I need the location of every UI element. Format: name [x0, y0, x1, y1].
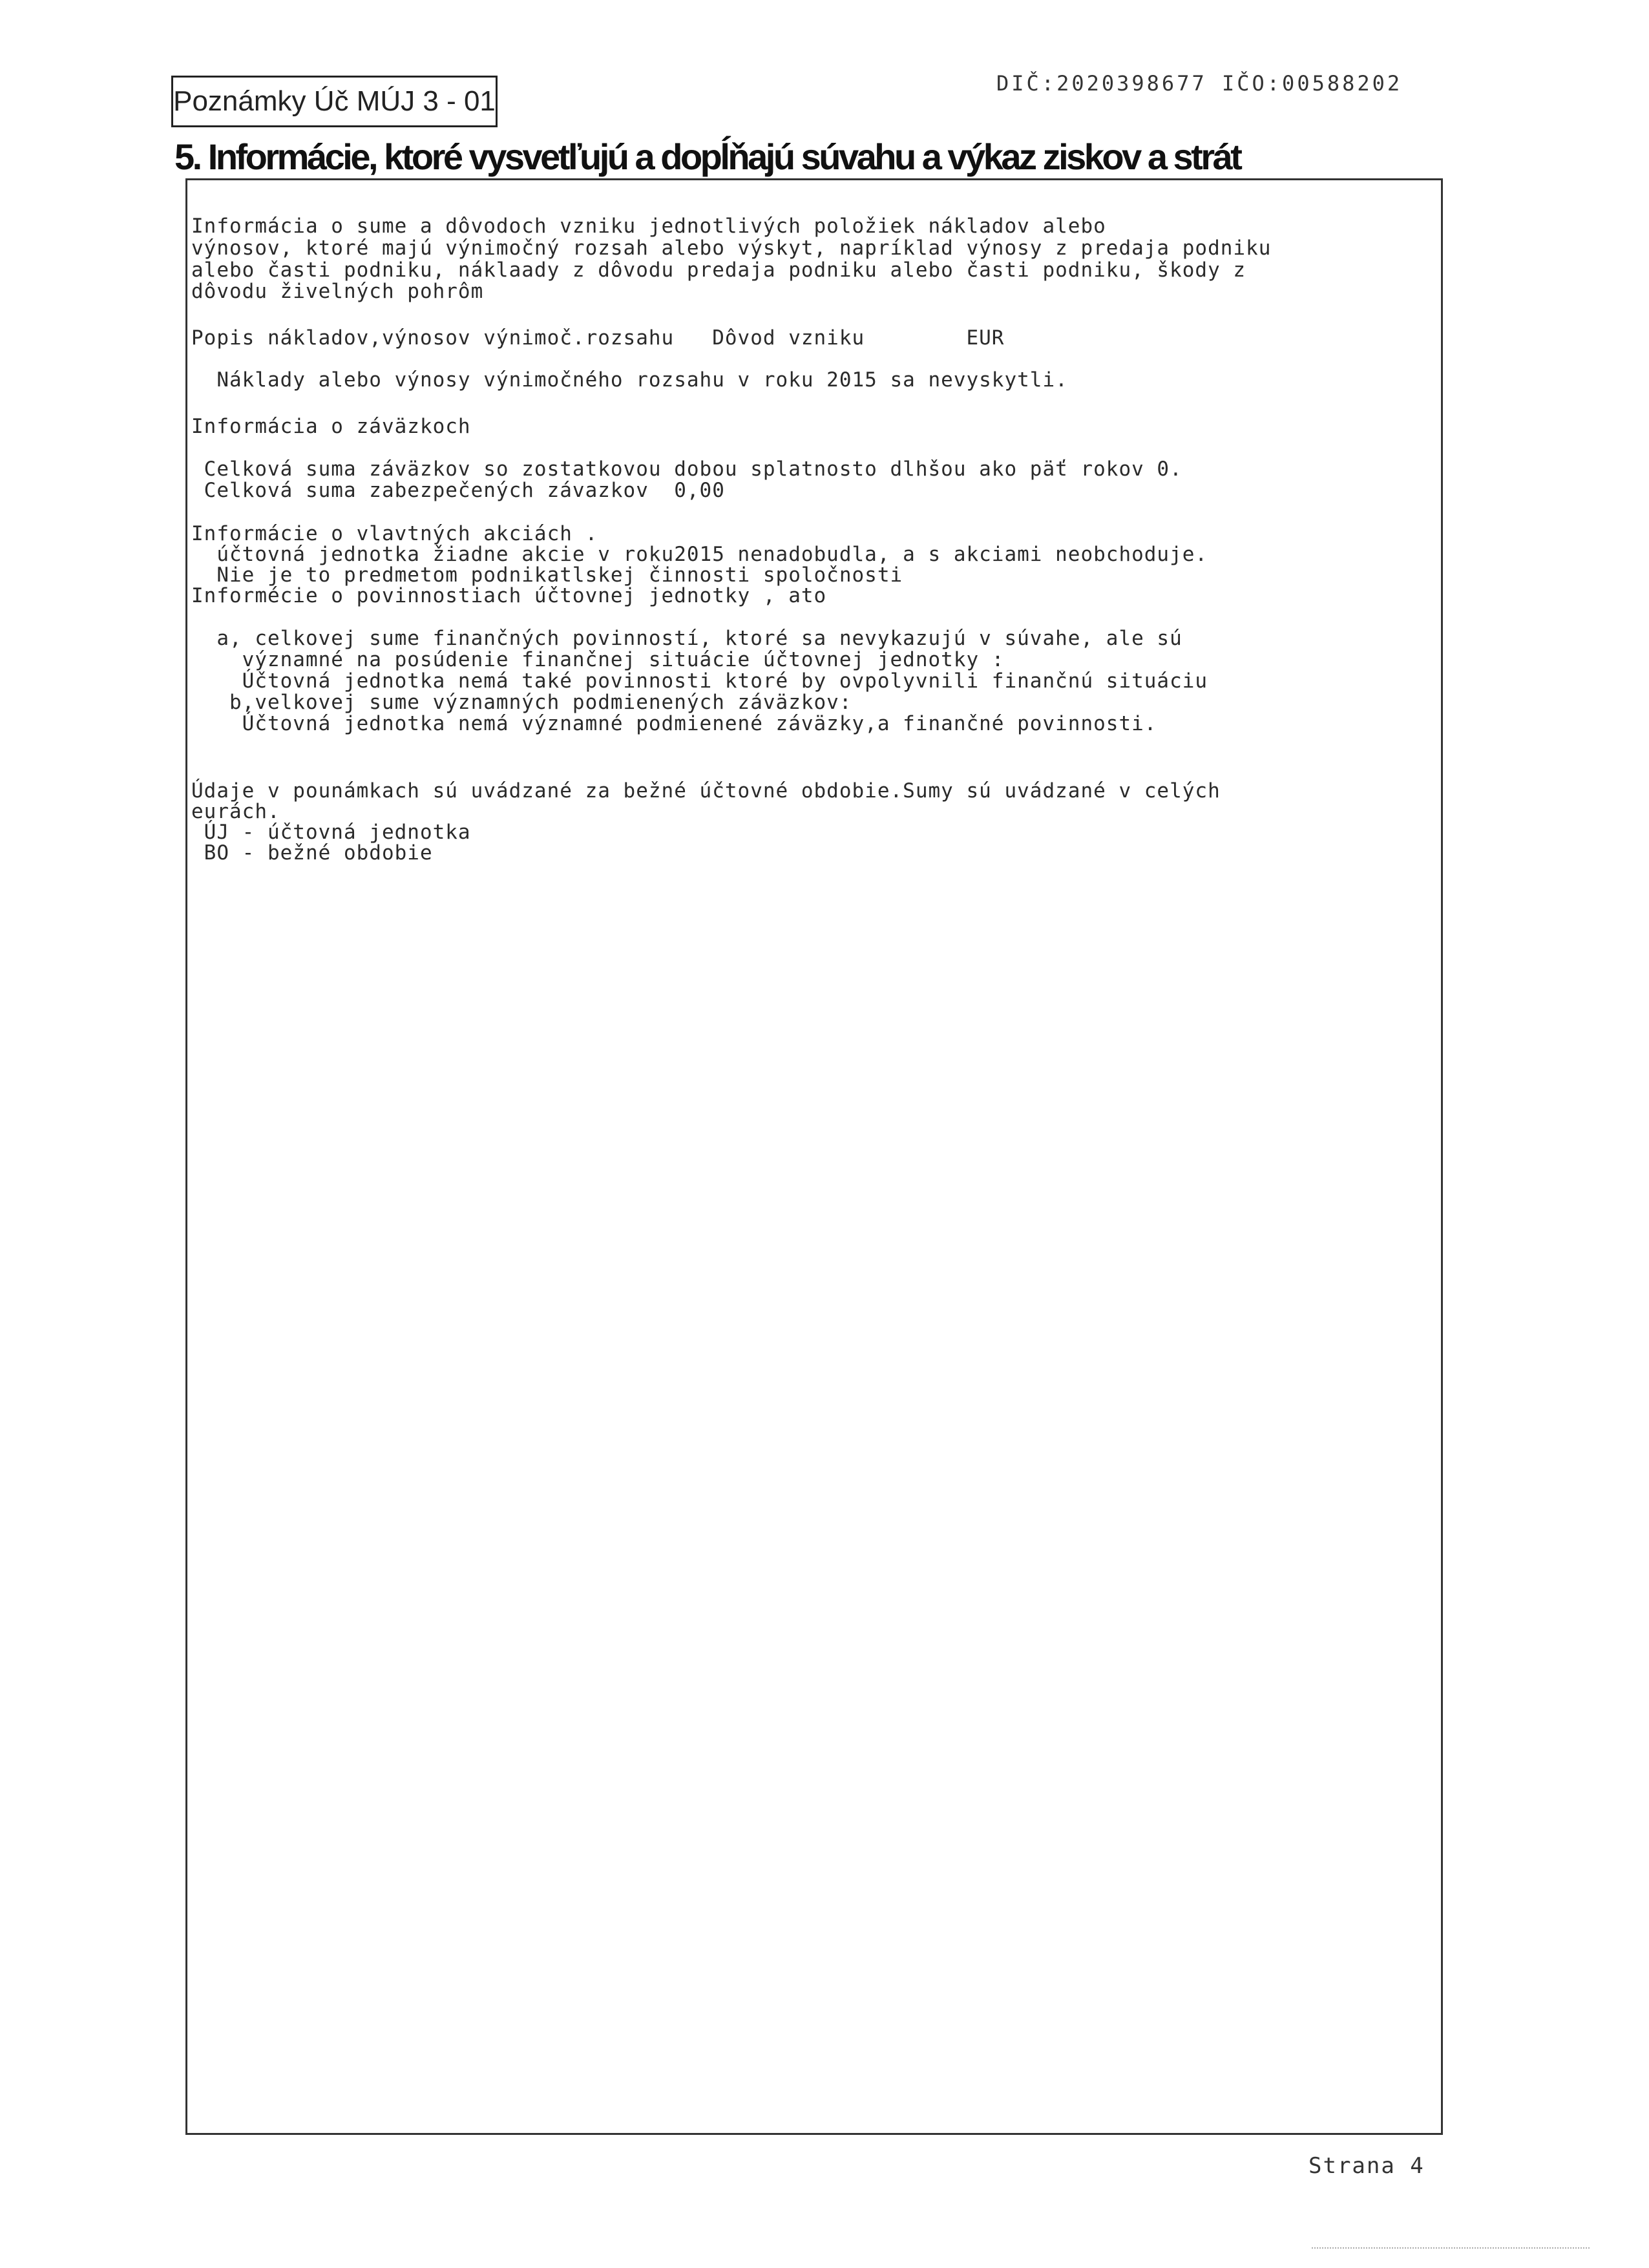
text-line: alebo časti podniku, náklaady z dôvodu predaja podniku alebo časti podniku, škody z [191, 258, 1246, 282]
text-line: b,velkovej sume významných podmienených záväzkov: [191, 691, 852, 714]
text-line: Celková suma záväzkov so zostatkovou dobou splatnosto dlhšou ako päť rokov 0. [191, 457, 1182, 481]
notes-content-box [185, 178, 1443, 2135]
form-code-label: Poznámky Úč MÚJ 3 - 01 [171, 76, 498, 127]
page-number: Strana 4 [1308, 2153, 1425, 2179]
text-line: Celková suma zabezpečených závazkov 0,00 [191, 479, 725, 502]
text-line: účtovná jednotka žiadne akcie v roku2015 nenadobudla, a s akciami neobchoduje. [191, 543, 1208, 566]
text-line: Informácia o sume a dôvodoch vzniku jednotlivých položiek nákladov alebo [191, 215, 1106, 238]
tax-identifiers: DIČ:2020398677 IČO:00588202 [996, 71, 1403, 96]
text-line: Nie je to predmetom podnikatlskej činnosti spoločnosti [191, 563, 903, 587]
text-line: Účtovná jednotka nemá také povinnosti ktoré by ovpolyvnili finančnú situáciu [191, 669, 1208, 693]
notes-text-block [187, 180, 1441, 2133]
text-line: Popis nákladov,výnosov výnimoč.rozsahu Dôvod vzniku EUR [191, 326, 1005, 350]
text-line: Informácie o vlavtných akciách . [191, 522, 598, 545]
text-line: Náklady alebo výnosy výnimočného rozsahu v roku 2015 sa nevyskytli. [191, 368, 1068, 392]
text-line: výnosov, ktoré majú výnimočný rozsah alebo výskyt, napríklad výnosy z predaja podniku [191, 236, 1272, 260]
text-line: dôvodu živelných pohrôm [191, 280, 484, 303]
text-line: významné na posúdenie finančnej situácie účtovnej jednotky : [191, 648, 1005, 671]
text-line: eurách. [191, 800, 280, 823]
scan-bottom-mark [1312, 2247, 1590, 2251]
text-line: ÚJ - účtovná jednotka [191, 821, 471, 844]
text-line: Účtovná jednotka nemá významné podmienené záväzky,a finančné povinnosti. [191, 712, 1157, 735]
text-line: BO - bežné obdobie [191, 841, 433, 865]
text-line: Informácia o záväzkoch [191, 415, 471, 438]
section-title: 5. Informácie, ktoré vysvetľujú a dopĺňajú súvahu a výkaz ziskov a strát [174, 136, 1241, 177]
text-line: Informécie o povinnostiach účtovnej jednotky , ato [191, 584, 827, 607]
text-line: a, celkovej sume finančných povinností, ktoré sa nevykazujú v súvahe, ale sú [191, 627, 1182, 650]
text-line: Údaje v pounámkach sú uvádzané za bežné účtovné obdobie.Sumy sú uvádzané v celých [191, 779, 1221, 803]
